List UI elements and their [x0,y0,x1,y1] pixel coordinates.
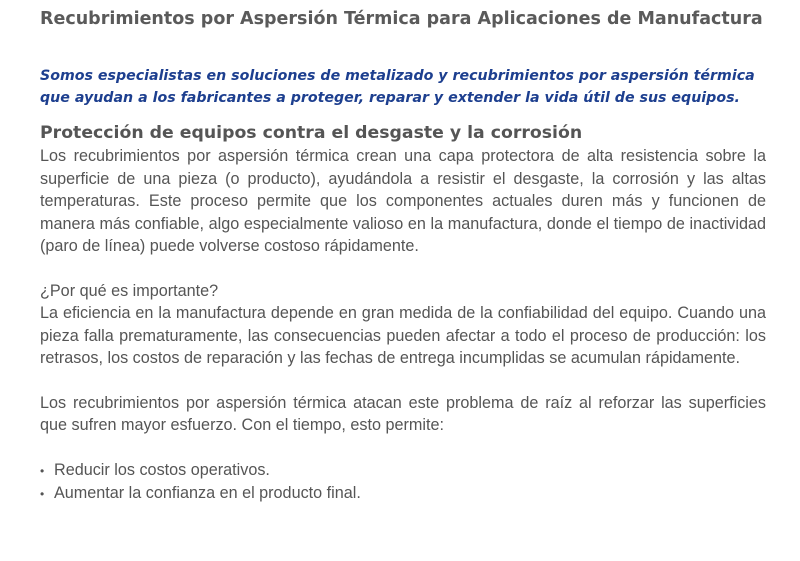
intro-statement: Somos especialistas en soluciones de metalizado y recubrimientos por aspersión térmica que ayudan a los fabricantes a proteger, reparar y extender la vida útil de sus equipos. [40,68,755,106]
question-heading: ¿Por qué es importante? [40,281,219,300]
spacer [40,258,766,280]
bullet-icon: • [40,463,45,478]
paragraph-solution: Los recubrimientos por aspersión térmica atacan este problema de raíz al reforzar las superficies que sufren mayor esfuerzo. Con el tiempo, esto permite: [40,393,766,434]
section-heading: Protección de equipos contra el desgaste y la corrosión [40,123,583,143]
list-item [40,459,766,483]
paragraph-protection: Los recubrimientos por aspersión térmica crean una capa protectora de alta resistencia sobre la superficie de una pieza (o producto), ayudándola a resistir el desgaste, la corrosión y las altas temperaturas. Este proceso permite que los componentes actuales duren más y funcionen de manera más confiable, algo especialmente valioso en la manufactura, donde el tiempo de inactividad (paro de línea) puede volverse costoso rápidamente. [40,147,766,255]
list-item-text: Reducir los costos operativos. [54,460,270,479]
list-item-text: Aumentar la confianza en el producto final. [54,484,361,502]
list-item [40,482,766,506]
spacer [40,437,766,459]
bullet-icon: • [40,487,45,501]
page-title: Recubrimientos por Aspersión Térmica para Aplicaciones de Manufactura [40,9,763,29]
paragraph-importance: La eficiencia en la manufactura depende en gran medida de la confiabilidad del equipo. Cuando una pieza falla prematuramente, las consecuencias pueden afectar a todo el proceso de producción: los retrasos, los costos de reparación y las fechas de entrega incumplidas se acumulan rápidamente. [40,304,766,367]
benefits-list [40,459,766,506]
spacer [40,370,766,392]
